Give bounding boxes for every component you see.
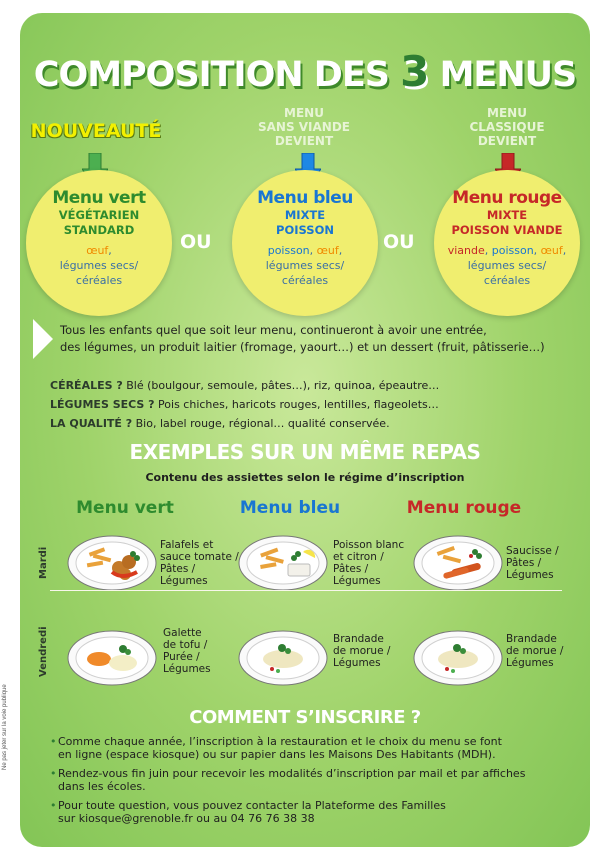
day-mardi: Mardi [38,546,49,579]
page-title: COMPOSITION DES 3 MENUS [33,47,577,96]
dish-mardi-vert: Falafels et sauce tomate / Pâtes / Légumes [160,539,239,587]
or-label: OU [383,231,415,253]
dish-vendredi-vert: Galette de tofu / Purée / Légumes [163,627,211,675]
dish-mardi-rouge: Saucisse / Pâtes / Légumes [506,545,559,581]
plate-saucisse-image [413,534,503,592]
plate-falafel-image [67,534,157,592]
examples-subtitle: Contenu des assiettes selon le régime d’inscription [145,471,465,484]
how-list [50,735,570,831]
definition-legumes-secs: LÉGUMES SECS ? Pois chiches, haricots rouges, lentilles, flageolets… [50,398,439,411]
or-label: OU [180,231,212,253]
header-menu-classique: MENU CLASSIQUE DEVIENT [469,106,545,148]
definition-cereales: CÉRÉALES ? Blé (boulgour, semoule, pâtes…), riz, quinoa, épeautre… [50,379,440,392]
list-item: • Comme chaque année, l’inscription à la restauration et le choix du menu se font en ligne (espace kiosque) ou sur papier dans les Maisons Des Habitants (MDH). [50,735,570,761]
dish-mardi-bleu: Poisson blanc et citron / Pâtes / Légumes [333,539,405,587]
list-item: • Rendez-vous fin juin pour recevoir les modalités d’inscription par mail et par affiches dans les écoles. [50,767,570,793]
row-separator [50,590,562,591]
intro-text: Tous les enfants quel que soit leur menu, continueront à avoir une entrée, des légumes, un produit laitier (fromage, yaourt…) et un dessert (fruit, pâtisserie…) [60,323,545,354]
list-item: • Pour toute question, vous pouvez contacter la Plateforme des Familles sur kiosque@grenoble.fr ou au 04 76 76 38 38 [50,799,570,825]
menu-vert-heading: Menu vert [76,498,174,518]
definitions [50,376,439,433]
dish-vendredi-rouge: Brandade de morue / Légumes [506,633,564,669]
day-vendredi: Vendredi [38,626,49,677]
dish-vendredi-bleu: Brandade de morue / Légumes [333,633,391,669]
plate-poisson-image [238,534,328,592]
definition-qualite: LA QUALITÉ ? Bio, label rouge, régional… qualité conservée. [50,417,390,430]
side-note: Ne pas jeter sur la voie publique [2,684,8,770]
plate-galette-tofu-image [67,629,157,687]
menu-rouge-circle: Menu rouge MIXTE POISSON VIANDE viande, poisson, œuf, légumes secs/ céréales [434,170,580,316]
poster [20,13,590,847]
menu-vert-circle: Menu vert VÉGÉTARIEN STANDARD œuf, légumes secs/ céréales [26,170,172,316]
plate-brandade-image [413,629,503,687]
how-title: COMMENT S’INSCRIRE ? [189,707,421,728]
menu-bleu-heading: Menu bleu [239,498,341,518]
menu-bleu-circle: Menu bleu MIXTE POISSON poisson, œuf, légumes secs/ céréales [232,170,378,316]
header-nouveaute: NOUVEAUTÉ [30,120,162,142]
plate-brandade-image [238,629,328,687]
menu-rouge-heading: Menu rouge [406,498,522,518]
header-menu-sans-viande: MENU SANS VIANDE DEVIENT [257,106,351,148]
examples-title: EXEMPLES SUR UN MÊME REPAS [129,440,481,464]
play-arrow-icon [33,319,53,359]
